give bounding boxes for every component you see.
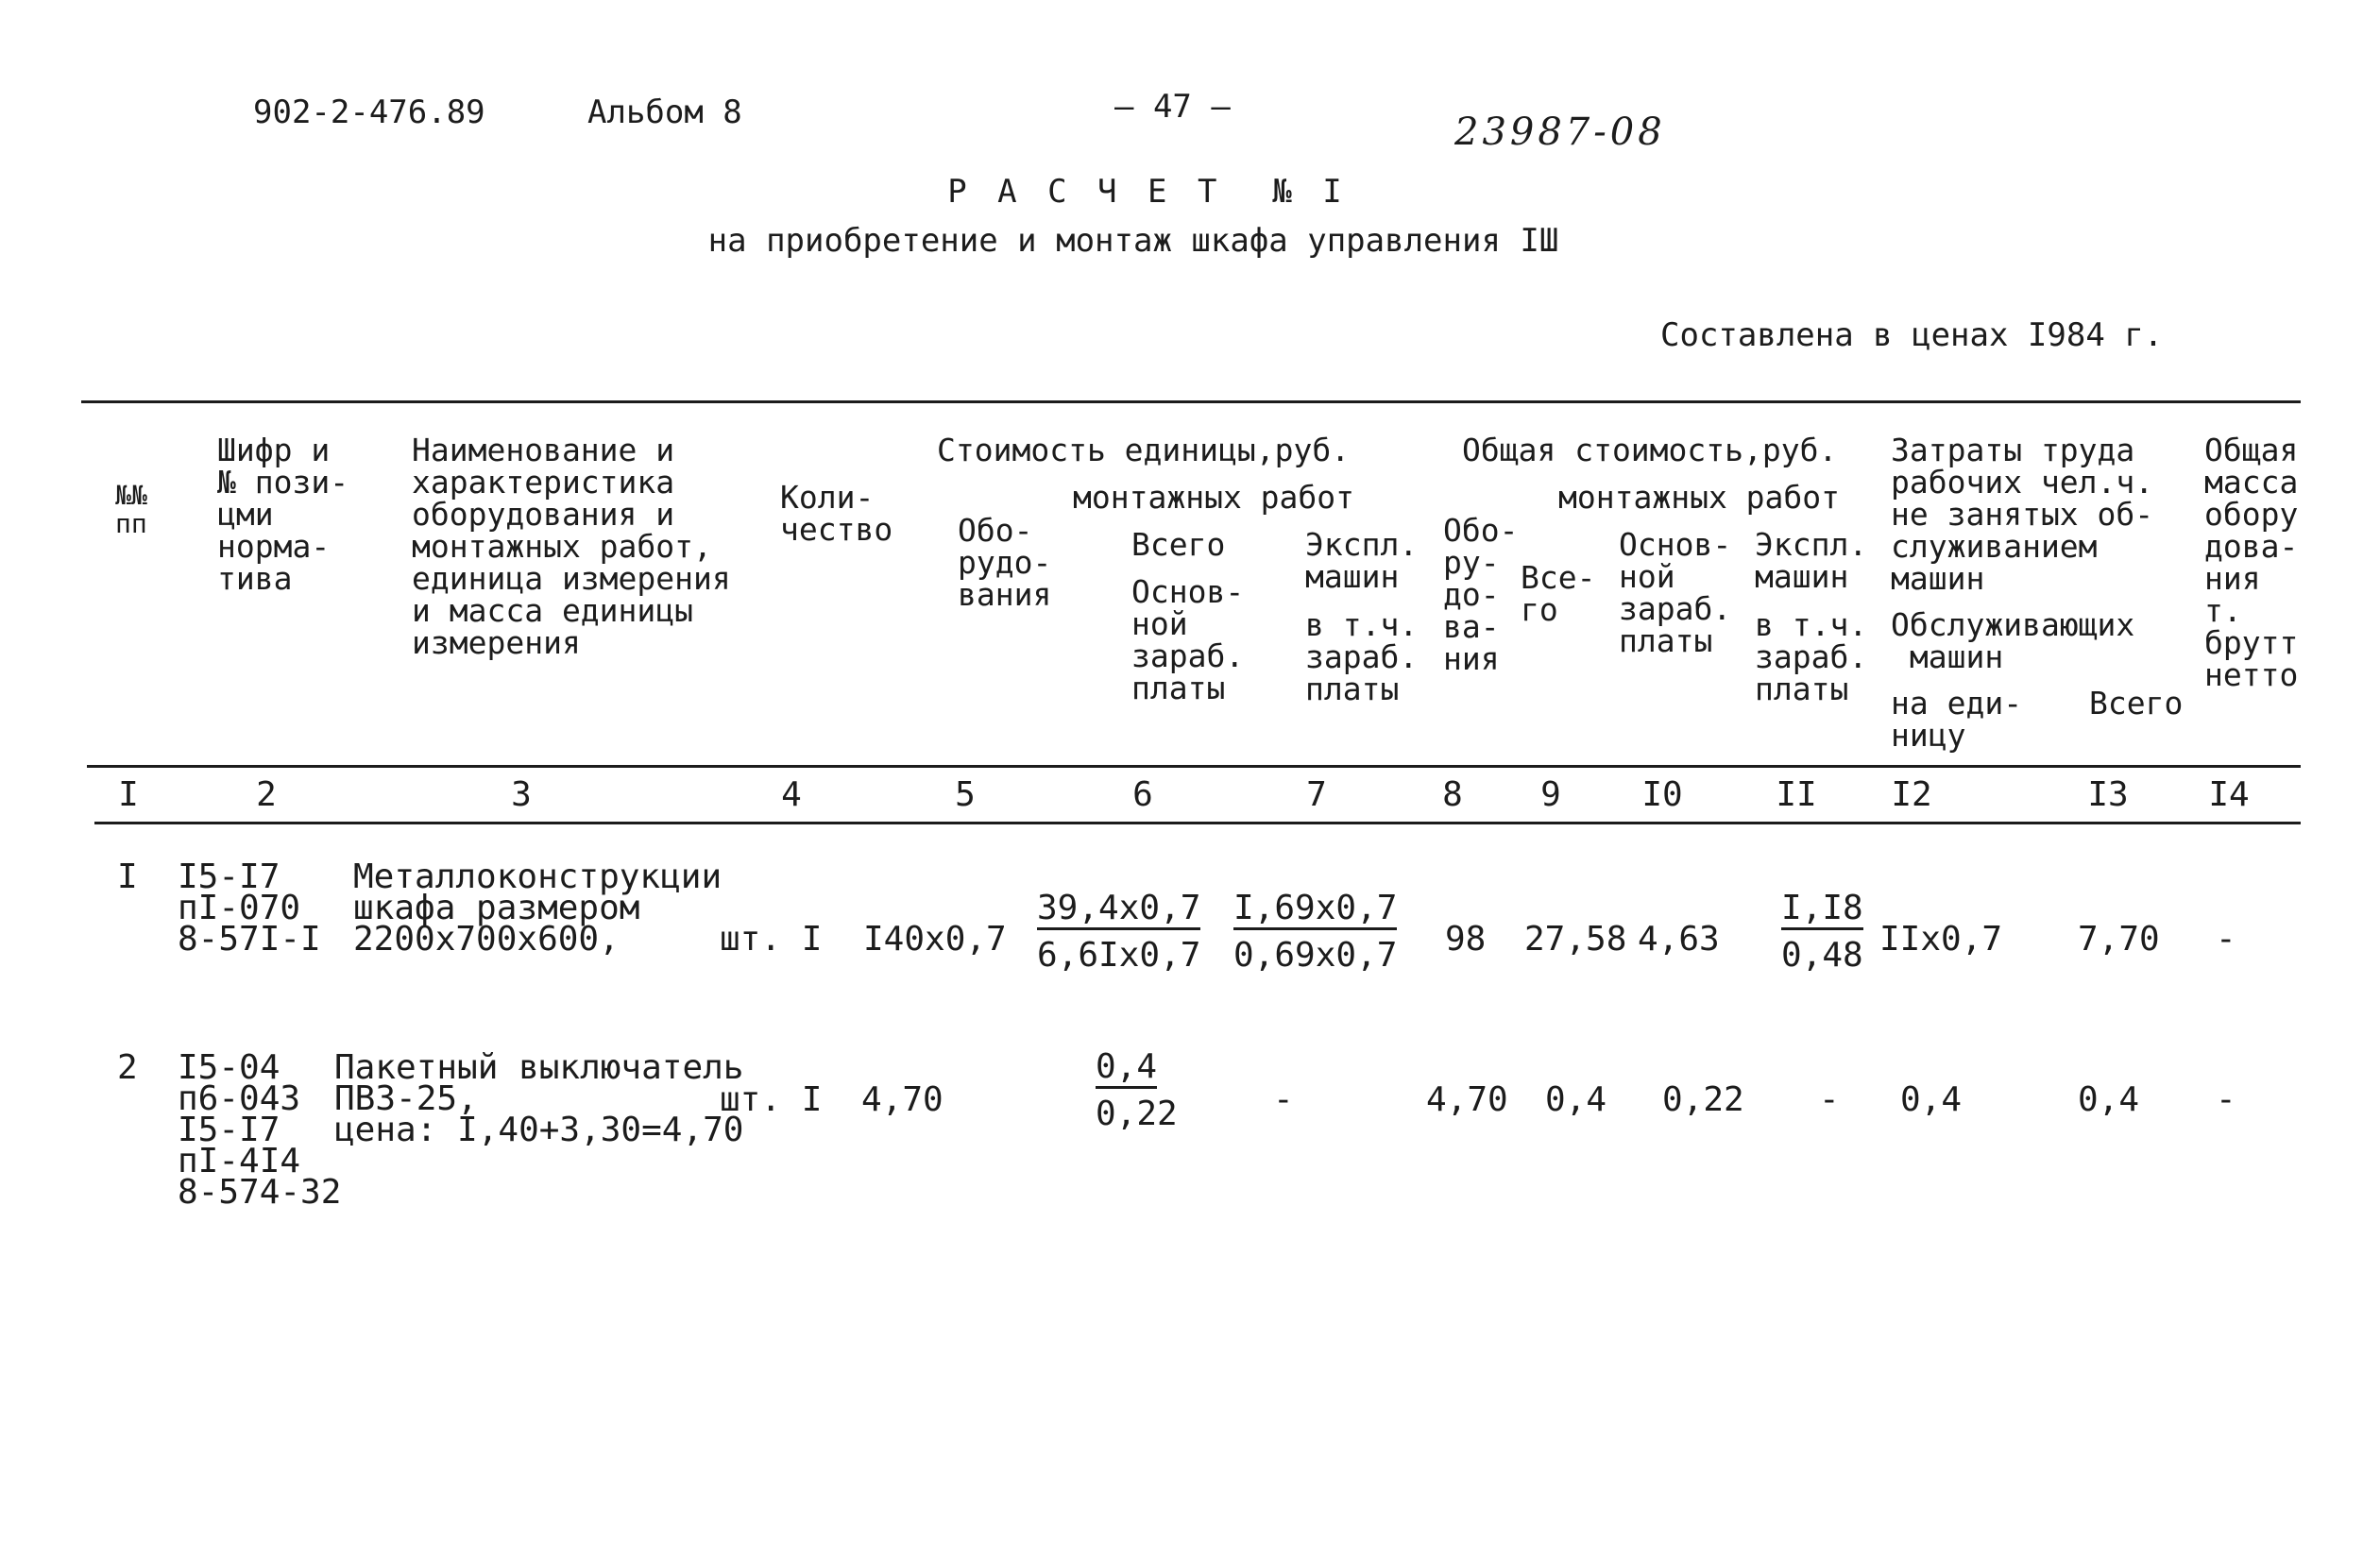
handwritten-number: 23987-08 [1454, 110, 1666, 154]
header-unit-base-wage: Основ- ной зараб. платы [1131, 573, 1245, 706]
header-code: Шифр и № пози- цми норма- тива [217, 432, 349, 597]
row-total-base-wage: 4,63 [1638, 920, 1720, 959]
column-number: 8 [1442, 775, 1463, 814]
header-unit-mounting: монтажных работ [1073, 479, 1355, 516]
header-total-cost: Общая стоимость,руб. [1462, 432, 1838, 468]
table-top-rule [81, 400, 2301, 403]
page-number: — 47 — [1114, 88, 1231, 126]
column-number: 5 [955, 775, 976, 814]
row-number: 2 [117, 1048, 138, 1087]
row-labor-total: 0,4 [2078, 1080, 2140, 1119]
row-total-base-wage: 0,22 [1662, 1080, 1744, 1119]
column-number: I4 [2208, 775, 2250, 814]
row-name: Пакетный выключатель ПВ3-25, цена: I,40+3,30=4,70 [334, 1048, 744, 1149]
column-number: 6 [1132, 775, 1153, 814]
header-total-mounting: монтажных работ [1558, 479, 1841, 516]
header-unit-machines: Экспл. машин [1305, 526, 1419, 595]
column-numbers-rule [94, 822, 2301, 824]
header-unit-total: Всего [1131, 526, 1226, 563]
header-total-equipment: Обо- ру- до- ва- ния [1443, 512, 1519, 677]
row-unit-equipment: I40х0,7 [863, 920, 1007, 959]
row-name: Металлоконструкции шкафа размером 2200х700х600, [353, 857, 722, 959]
row-unit-base-wage: 0,22 [1096, 1095, 1178, 1133]
row-unit-machine-wage: 0,69х0,7 [1233, 936, 1398, 975]
row-unit-base-wage: 6,6Iх0,7 [1037, 936, 1201, 975]
row-unit-equipment: 4,70 [861, 1080, 944, 1119]
row-total-equipment: 4,70 [1426, 1080, 1508, 1119]
column-number: 4 [781, 775, 802, 814]
row-total-all: 0,4 [1545, 1080, 1607, 1119]
header-total-machines: Экспл. машин [1755, 526, 1868, 595]
column-number: 2 [256, 775, 277, 814]
header-row-number: №№ пп [115, 480, 147, 539]
row-code: I5-I7 пI-070 8-57I-I [178, 857, 321, 959]
row-quantity: шт. I [720, 1080, 823, 1119]
header-labor-service: Обслуживающих машин [1891, 606, 2135, 675]
header-unit-cost: Стоимость единицы,руб. [937, 432, 1351, 468]
header-bottom-rule [87, 765, 2301, 768]
calculation-title: Р А С Ч Е Т № I [947, 173, 1348, 211]
header-total-machine-wage: в т.ч. зараб. платы [1755, 606, 1868, 707]
row-number: I [117, 857, 138, 896]
column-number: II [1776, 775, 1817, 814]
row-labor-per-unit: IIх0,7 [1879, 920, 2003, 959]
row-code: I5-04 п6-043 I5-I7 пI-4I4 8-574-32 [178, 1048, 342, 1212]
header-quantity: Коли- чество [780, 479, 893, 548]
row-total-all: 27,58 [1524, 920, 1627, 959]
header-labor-total: Всего [2089, 685, 2184, 722]
row-total-equipment: 98 [1445, 920, 1487, 959]
header-unit-equipment: Обо- рудо- вания [958, 512, 1052, 613]
column-number: 9 [1540, 775, 1561, 814]
header-name: Наименование и характеристика оборудования и монтажных работ, единица измерения и масса единицы измерения [412, 432, 731, 661]
prices-note: Составлена в ценах I984 г. [1660, 316, 2164, 354]
header-labor-per-unit: на еди- ницу [1891, 685, 2023, 754]
row-quantity: шт. I [720, 920, 823, 959]
column-number: 3 [511, 775, 532, 814]
row-unit-machines: - [1273, 1080, 1294, 1119]
header-total-base-wage: Основ- ной зараб. платы [1619, 526, 1732, 659]
album-label: Альбом 8 [587, 93, 742, 131]
row-total-machine-wage: 0,48 [1781, 936, 1863, 975]
row-total-machines: - [1819, 1080, 1840, 1119]
header-labor: Затраты труда рабочих чел.ч. не занятых об- служиванием машин [1891, 432, 2154, 597]
row-unit-total: 39,4х0,7 [1037, 891, 1200, 930]
row-labor-per-unit: 0,4 [1900, 1080, 1963, 1119]
column-number: I [118, 775, 139, 814]
column-number: I2 [1891, 775, 1932, 814]
row-total-machines: I,I8 [1781, 891, 1863, 930]
row-unit-machines: I,69х0,7 [1233, 891, 1397, 930]
row-unit-total: 0,4 [1096, 1050, 1157, 1089]
calculation-subtitle: на приобретение и монтаж шкафа управления IШ [707, 222, 1559, 260]
column-number: I0 [1641, 775, 1683, 814]
document-code: 902-2-476.89 [253, 93, 485, 131]
row-mass: - [2216, 920, 2236, 959]
column-number: 7 [1306, 775, 1327, 814]
row-mass: - [2216, 1080, 2236, 1119]
row-labor-total: 7,70 [2078, 920, 2160, 959]
header-unit-machine-wage: в т.ч. зараб. платы [1305, 606, 1419, 707]
header-total-all: Все- го [1521, 559, 1596, 628]
header-mass: Общая масса обору дова- ния т. брутт нетто [2204, 432, 2299, 693]
column-number: I3 [2087, 775, 2129, 814]
